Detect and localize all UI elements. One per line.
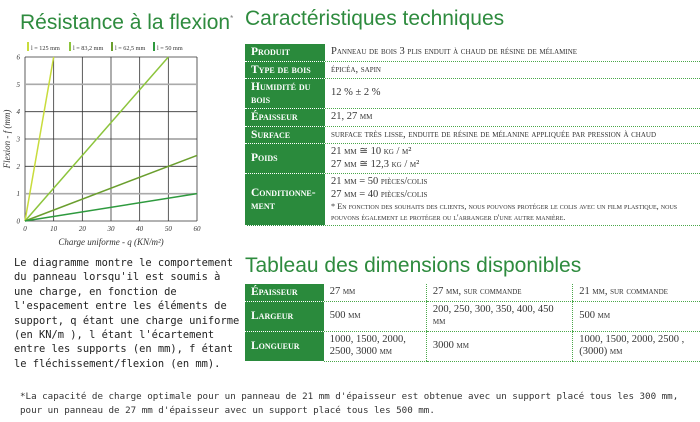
y-tick-label: 0 xyxy=(16,217,20,226)
flexion-chart xyxy=(0,38,235,253)
x-tick-label: 50 xyxy=(164,225,172,233)
dims-row xyxy=(245,284,700,301)
dims-table xyxy=(245,284,700,362)
x-tick-label: 10 xyxy=(50,225,58,233)
chart-description: Le diagramme montre le comportement du panneau lorsqu'il est soumis à une charge, en fonction de l'espacement entre les éléments de support, q étant une charge uniforme (en KN/m ), l étant l'écartement entre les supports (en mm), f étant le fléchissement/flexion (en mm). xyxy=(14,257,240,370)
y-tick-label: 6 xyxy=(16,53,20,62)
legend-swatch xyxy=(153,42,155,51)
dims-value: 3000 mm xyxy=(426,331,572,361)
x-axis-label: Charge uniforme - q (KN/m²) xyxy=(58,237,164,247)
spec-value-line: 21 mm = 50 pièces/colis xyxy=(331,176,428,187)
spec-value xyxy=(325,174,700,226)
spec-row xyxy=(245,44,700,61)
spec-label: Produit xyxy=(245,44,325,61)
y-tick-label: 5 xyxy=(16,80,20,89)
spec-label: Conditionne-ment xyxy=(245,174,325,226)
y-tick-label: 4 xyxy=(16,108,20,117)
spec-value xyxy=(325,44,700,61)
dims-label: Longueur xyxy=(245,331,324,361)
spec-value xyxy=(325,109,700,127)
spec-value-line: 12 % ± 2 % xyxy=(331,87,381,99)
dims-value: 27 mm xyxy=(324,284,427,301)
dims-value: 500 mm xyxy=(324,301,427,331)
dims-title: Tableau des dimensions disponibles xyxy=(245,254,582,277)
chart-title-text: Résistance à la flexion xyxy=(20,11,231,34)
spec-label: Épaisseur xyxy=(245,109,325,127)
spec-value xyxy=(325,144,700,174)
legend-label: l = 62,5 mm xyxy=(115,45,146,52)
legend-swatch xyxy=(111,42,113,51)
spec-value-line: surface très lisse, enduite de résine de mélanine appliquée par pression à chaud xyxy=(331,128,657,140)
spec-label: Surface xyxy=(245,126,325,144)
spec-row xyxy=(245,79,700,109)
x-tick-label: 60 xyxy=(193,225,201,233)
dims-label: Largeur xyxy=(245,301,324,331)
y-tick-label: 1 xyxy=(16,190,20,199)
spec-value-line: 27 mm = 40 pièces/colis xyxy=(331,188,428,200)
y-axis-label: Flexion - f (mm) xyxy=(2,109,12,169)
spec-value-line: 21, 27 mm xyxy=(331,111,373,122)
spec-value-line: 27 mm ≅ 12,3 kg / m² xyxy=(331,158,420,170)
spec-value xyxy=(325,126,700,144)
dims-value: 500 mm xyxy=(573,301,700,331)
legend-swatch xyxy=(69,42,71,51)
footnote-mark: * xyxy=(230,14,234,23)
dims-value: 27 mm, sur commande xyxy=(426,284,572,301)
spec-note: * En fonction des souhaits des clients, nous pouvons protéger le colis avec un film plastique, nous pouvons également le protéger ou l'arranger d'une autre manière. xyxy=(331,202,678,222)
x-tick-label: 0 xyxy=(23,225,27,233)
spec-label: Poids xyxy=(245,144,325,174)
x-tick-label: 40 xyxy=(136,225,144,233)
dims-value: 200, 250, 300, 350, 400, 450 mm xyxy=(426,301,572,331)
chart-title xyxy=(20,6,233,36)
spec-row xyxy=(245,144,700,174)
spec-row xyxy=(245,174,700,226)
dims-value: 1000, 1500, 2000, 2500, 3000 mm xyxy=(324,331,427,361)
spec-value xyxy=(325,79,700,109)
spec-row xyxy=(245,126,700,144)
legend-swatch xyxy=(27,42,29,51)
spec-value-line: Panneau de bois 3 plis enduit à chaud de résine de mélamine xyxy=(331,46,578,57)
legend-label: l = 50 mm xyxy=(157,45,183,52)
y-tick-label: 3 xyxy=(16,135,20,144)
spec-value-line: épicéa, sapin xyxy=(331,63,381,75)
dims-label: Épaisseur xyxy=(245,284,324,301)
footnote: *La capacité de charge optimale pour un panneau de 21 mm d'épaisseur est obtenue avec un support placé tous les 300 mm, pour un panneau de 27 mm d'épaisseur avec un support placé tous les 500 mm. xyxy=(20,391,679,416)
x-tick-label: 20 xyxy=(78,225,86,233)
specs-table xyxy=(245,44,700,226)
spec-label: Type de bois xyxy=(245,61,325,79)
dims-value: 1000, 1500, 2000, 2500 , (3000) mm xyxy=(573,331,700,361)
x-tick-label: 30 xyxy=(107,225,115,233)
spec-value-line: 21 mm ≅ 10 kg / m² xyxy=(331,146,412,157)
legend-label: l = 125 mm xyxy=(31,45,60,52)
spec-label: Humidité du bois xyxy=(245,79,325,109)
dims-value: 21 mm, sur commande xyxy=(573,284,700,301)
specs-title: Caractéristiques techniques xyxy=(245,7,505,30)
spec-row xyxy=(245,109,700,127)
spec-value xyxy=(325,61,700,79)
spec-row xyxy=(245,61,700,79)
y-tick-label: 2 xyxy=(16,162,20,171)
dims-row xyxy=(245,331,700,361)
dims-row xyxy=(245,301,700,331)
legend-label: l = 83,2 mm xyxy=(73,45,104,52)
